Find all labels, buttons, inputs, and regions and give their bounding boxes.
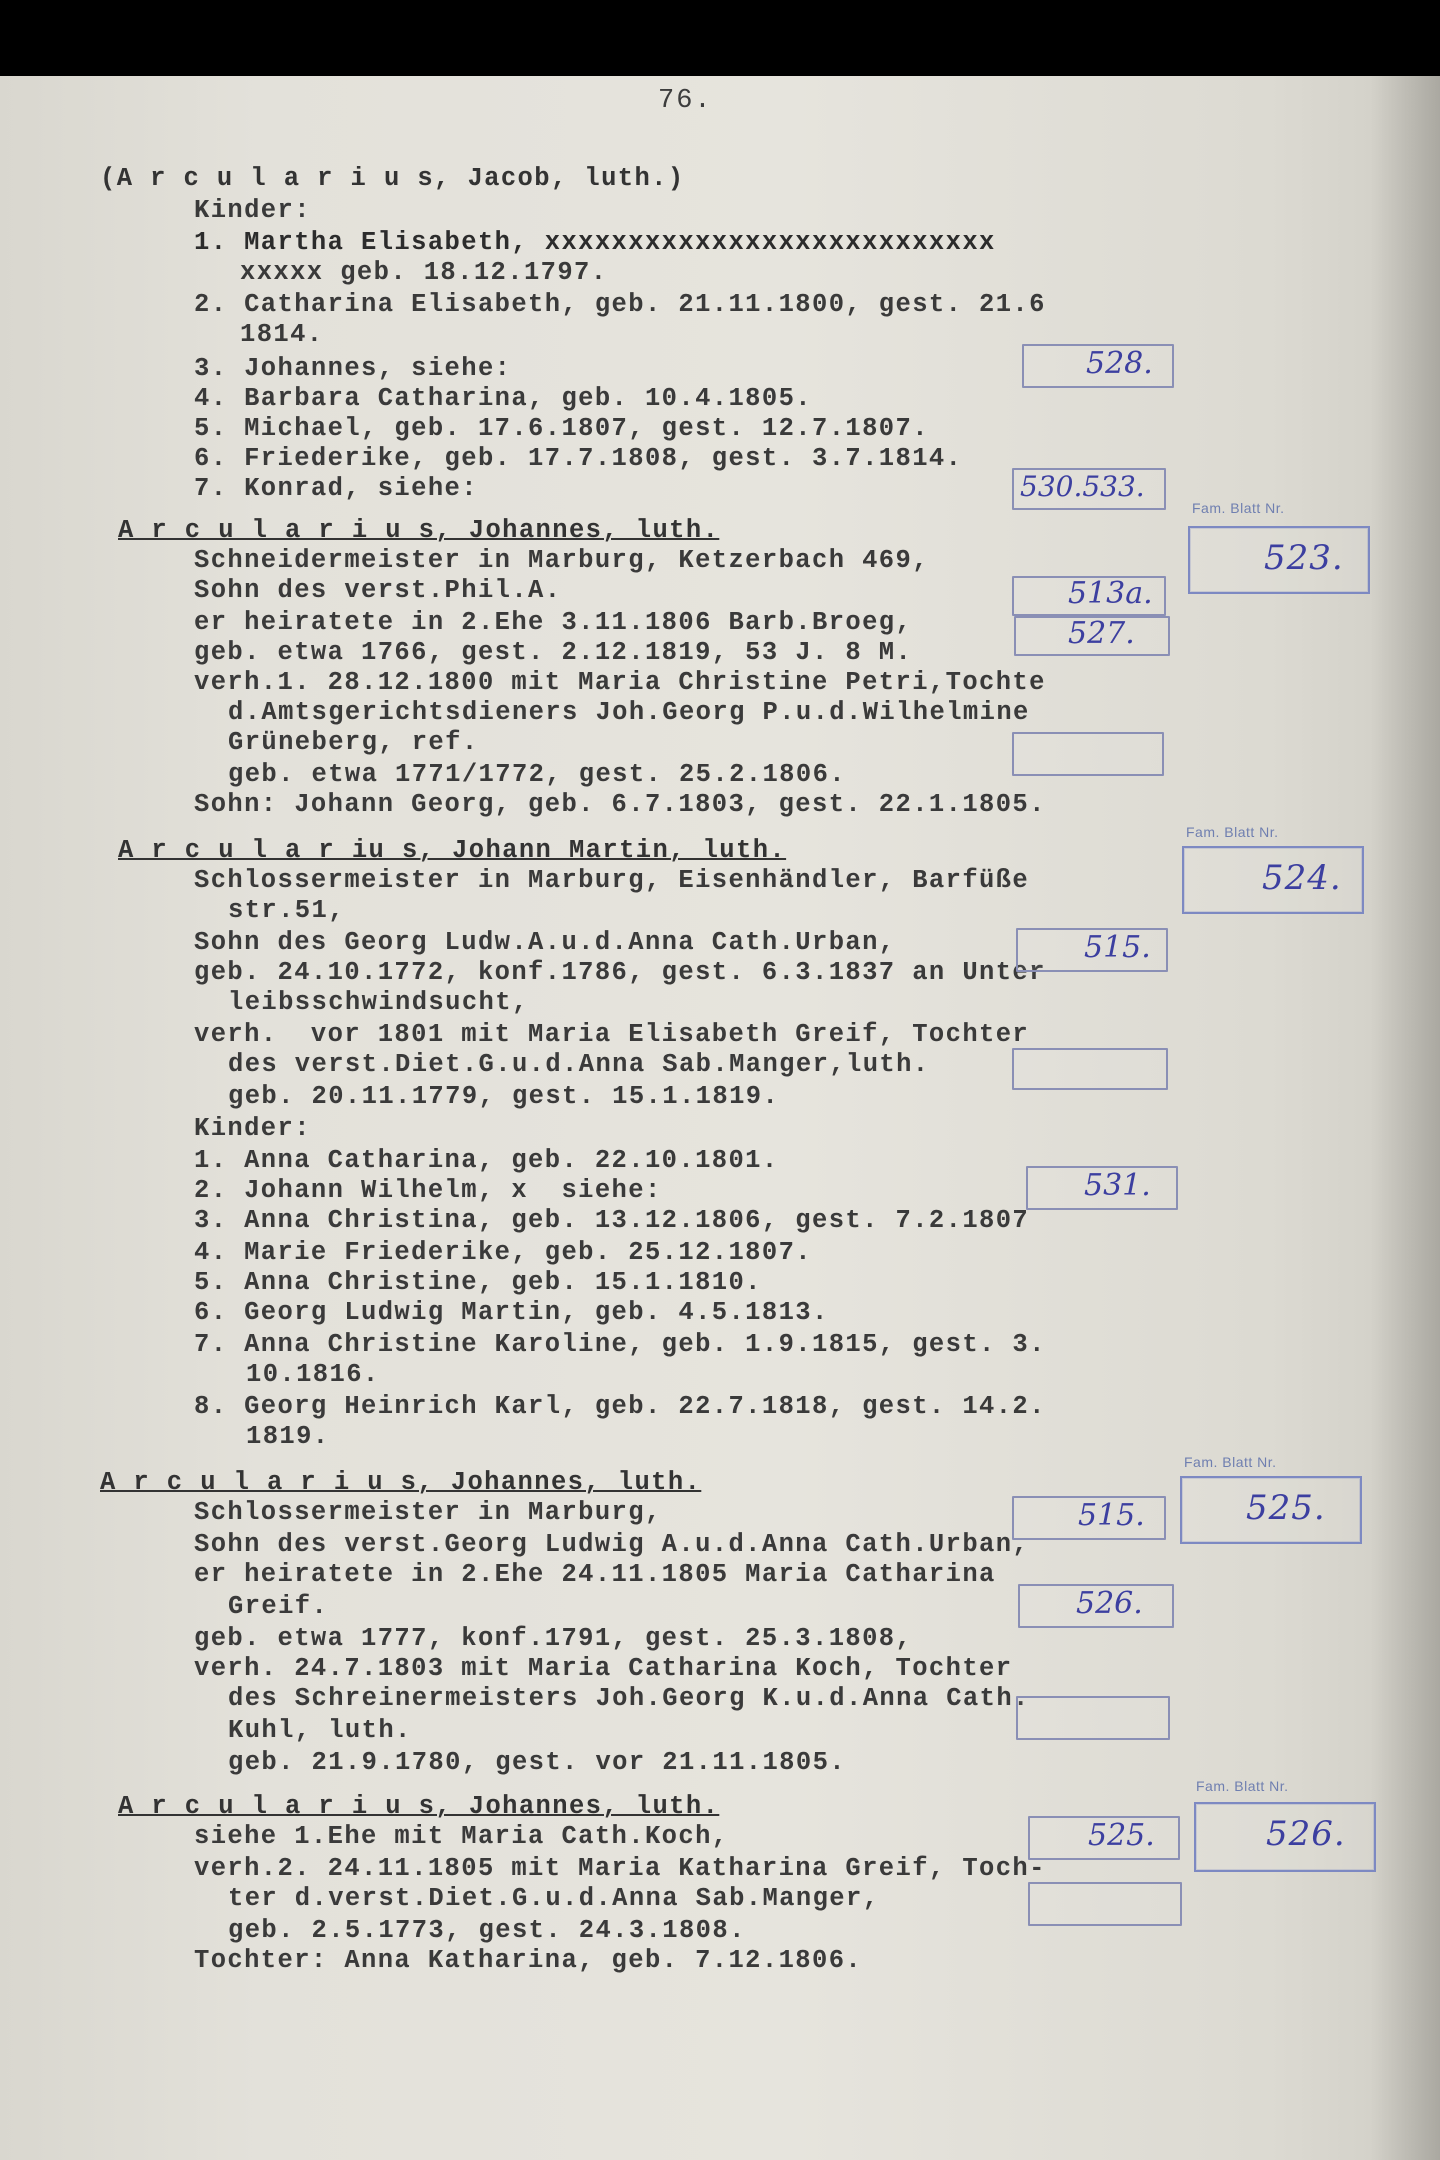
- text-line: str.51,: [228, 896, 345, 925]
- text-line: Schneidermeister in Marburg, Ketzerbach 469,: [194, 546, 929, 575]
- text-line: Schlossermeister in Marburg,: [194, 1498, 662, 1527]
- text-line: er heiratete in 2.Ehe 3.11.1806 Barb.Broeg,: [194, 608, 913, 637]
- entry-johannes-second-marriage-heading: A r c u l a r i u s, Johannes, luth.: [118, 1792, 720, 1821]
- text-line: 2. Catharina Elisabeth, geb. 21.11.1800, gest. 21.6: [194, 290, 1046, 319]
- ref-number: 527.: [1068, 616, 1135, 651]
- page-edge-shadow: [1370, 76, 1440, 2160]
- ref-number: 528.: [1086, 346, 1153, 381]
- family-sheet-stamp: [1194, 1802, 1376, 1872]
- ref-number: 530.533.: [1020, 470, 1145, 503]
- ref-box: [1012, 576, 1166, 616]
- text-line: 3. Johannes, siehe:: [194, 354, 512, 383]
- text-line: verh.2. 24.11.1805 mit Maria Katharina Greif, Toch-: [194, 1854, 1046, 1883]
- text-line: verh. vor 1801 mit Maria Elisabeth Greif, Tochter: [194, 1020, 1030, 1049]
- text-line: d.Amtsgerichtsdieners Joh.Georg P.u.d.Wilhelmine: [228, 698, 1030, 727]
- text-line: 1814.: [240, 320, 324, 349]
- ref-number: 515.: [1084, 930, 1151, 965]
- family-sheet-stamp: [1188, 526, 1370, 594]
- text-line: 6. Friederike, geb. 17.7.1808, gest. 3.7.1814.: [194, 444, 963, 473]
- ref-number: 531.: [1084, 1168, 1151, 1203]
- text-line: 1. Anna Catharina, geb. 22.10.1801.: [194, 1146, 779, 1175]
- page-number: 76.: [658, 86, 713, 116]
- ref-box: [1026, 1166, 1178, 1210]
- entry-johannes-heading: A r c u l a r i u s, Johannes, luth.: [118, 516, 720, 545]
- ref-box: [1022, 344, 1174, 388]
- text-line: 4. Marie Friederike, geb. 25.12.1807.: [194, 1238, 812, 1267]
- family-sheet-stamp: [1180, 1476, 1362, 1544]
- text-line: verh.1. 28.12.1800 mit Maria Christine Petri,Tochte: [194, 668, 1046, 697]
- text-line: Sohn des verst.Georg Ludwig A.u.d.Anna Cath.Urban,: [194, 1530, 1030, 1559]
- stamp-label: Fam. Blatt Nr.: [1184, 1454, 1277, 1470]
- stamp-label: Fam. Blatt Nr.: [1186, 824, 1279, 840]
- text-line: des verst.Diet.G.u.d.Anna Sab.Manger,luth.: [228, 1050, 930, 1079]
- text-line: Sohn des verst.Phil.A.: [194, 576, 562, 605]
- entry-jacob-heading: (A r c u l a r i u s, Jacob, luth.): [100, 164, 685, 193]
- text-line: 1819.: [246, 1422, 330, 1451]
- ref-number: 515.: [1078, 1498, 1145, 1533]
- ref-number: 526.: [1076, 1586, 1143, 1621]
- text-line: geb. etwa 1766, gest. 2.12.1819, 53 J. 8 M.: [194, 638, 913, 667]
- text-line: leibsschwindsucht,: [228, 988, 529, 1017]
- text-line: siehe 1.Ehe mit Maria Cath.Koch,: [194, 1822, 729, 1851]
- entry-johann-martin-heading: A r c u l a r iu s, Johann Martin, luth.: [118, 836, 787, 865]
- ref-box: [1018, 1584, 1174, 1628]
- text-line: Kinder:: [194, 196, 311, 225]
- scan-top-border: [0, 0, 1440, 76]
- ref-box: [1028, 1816, 1180, 1860]
- entry-johannes-schlosser-heading: A r c u l a r i u s, Johannes, luth.: [100, 1468, 702, 1497]
- family-sheet-number: 523.: [1264, 538, 1344, 578]
- stamp-label: Fam. Blatt Nr.: [1196, 1778, 1289, 1794]
- text-line: 4. Barbara Catharina, geb. 10.4.1805.: [194, 384, 812, 413]
- text-line: xxxxx geb. 18.12.1797.: [240, 258, 608, 287]
- text-line: geb. etwa 1771/1772, gest. 25.2.1806.: [228, 760, 846, 789]
- text-line: Schlossermeister in Marburg, Eisenhändler, Barfüße: [194, 866, 1030, 895]
- text-line: Sohn: Johann Georg, geb. 6.7.1803, gest. 22.1.1805.: [194, 790, 1046, 819]
- ref-box-empty: [1012, 732, 1164, 776]
- stamp-label: Fam. Blatt Nr.: [1192, 500, 1285, 516]
- ref-box-empty: [1028, 1882, 1182, 1926]
- text-line: verh. 24.7.1803 mit Maria Catharina Koch, Tochter: [194, 1654, 1013, 1683]
- text-line: Greif.: [228, 1592, 329, 1621]
- text-line: er heiratete in 2.Ehe 24.11.1805 Maria Catharina: [194, 1560, 996, 1589]
- text-line: 5. Michael, geb. 17.6.1807, gest. 12.7.1807.: [194, 414, 929, 443]
- text-line: geb. 2.5.1773, gest. 24.3.1808.: [228, 1916, 746, 1945]
- document-page: [0, 76, 1440, 2160]
- text-line: Sohn des Georg Ludw.A.u.d.Anna Cath.Urban,: [194, 928, 896, 957]
- text-line: ter d.verst.Diet.G.u.d.Anna Sab.Manger,: [228, 1884, 880, 1913]
- text-line: geb. etwa 1777, konf.1791, gest. 25.3.1808,: [194, 1624, 913, 1653]
- text-line: 2. Johann Wilhelm, x siehe:: [194, 1176, 662, 1205]
- ref-box: [1012, 468, 1166, 510]
- text-line: 3. Anna Christina, geb. 13.12.1806, gest. 7.2.1807: [194, 1206, 1030, 1235]
- text-line: 5. Anna Christine, geb. 15.1.1810.: [194, 1268, 762, 1297]
- family-sheet-number: 524.: [1262, 858, 1342, 898]
- text-line: des Schreinermeisters Joh.Georg K.u.d.Anna Cath.: [228, 1684, 1030, 1713]
- ref-box-empty: [1016, 1696, 1170, 1740]
- text-line: geb. 21.9.1780, gest. vor 21.11.1805.: [228, 1748, 846, 1777]
- ref-box-empty: [1012, 1048, 1168, 1090]
- family-sheet-number: 526.: [1266, 1814, 1346, 1854]
- text-line: geb. 20.11.1779, gest. 15.1.1819.: [228, 1082, 780, 1111]
- text-line: Kinder:: [194, 1114, 311, 1143]
- family-sheet-number: 525.: [1246, 1488, 1326, 1528]
- ref-box: [1012, 1496, 1166, 1540]
- text-line: Tochter: Anna Katharina, geb. 7.12.1806.: [194, 1946, 863, 1975]
- ref-number: 525.: [1088, 1818, 1155, 1853]
- text-line: 7. Konrad, siehe:: [194, 474, 478, 503]
- text-line: 6. Georg Ludwig Martin, geb. 4.5.1813.: [194, 1298, 829, 1327]
- ref-box: [1016, 928, 1168, 972]
- text-line: Kuhl, luth.: [228, 1716, 412, 1745]
- text-line: 10.1816.: [246, 1360, 380, 1389]
- text-line: geb. 24.10.1772, konf.1786, gest. 6.3.1837 an Unter: [194, 958, 1046, 987]
- text-line: 8. Georg Heinrich Karl, geb. 22.7.1818, gest. 14.2.: [194, 1392, 1046, 1421]
- text-line: 1. Martha Elisabeth, xxxxxxxxxxxxxxxxxxxxxxxxxxx: [194, 228, 996, 257]
- family-sheet-stamp: [1182, 846, 1364, 914]
- ref-box: [1014, 616, 1170, 656]
- text-line: Grüneberg, ref.: [228, 728, 479, 757]
- text-line: 7. Anna Christine Karoline, geb. 1.9.1815, gest. 3.: [194, 1330, 1046, 1359]
- ref-number: 513a.: [1068, 576, 1153, 611]
